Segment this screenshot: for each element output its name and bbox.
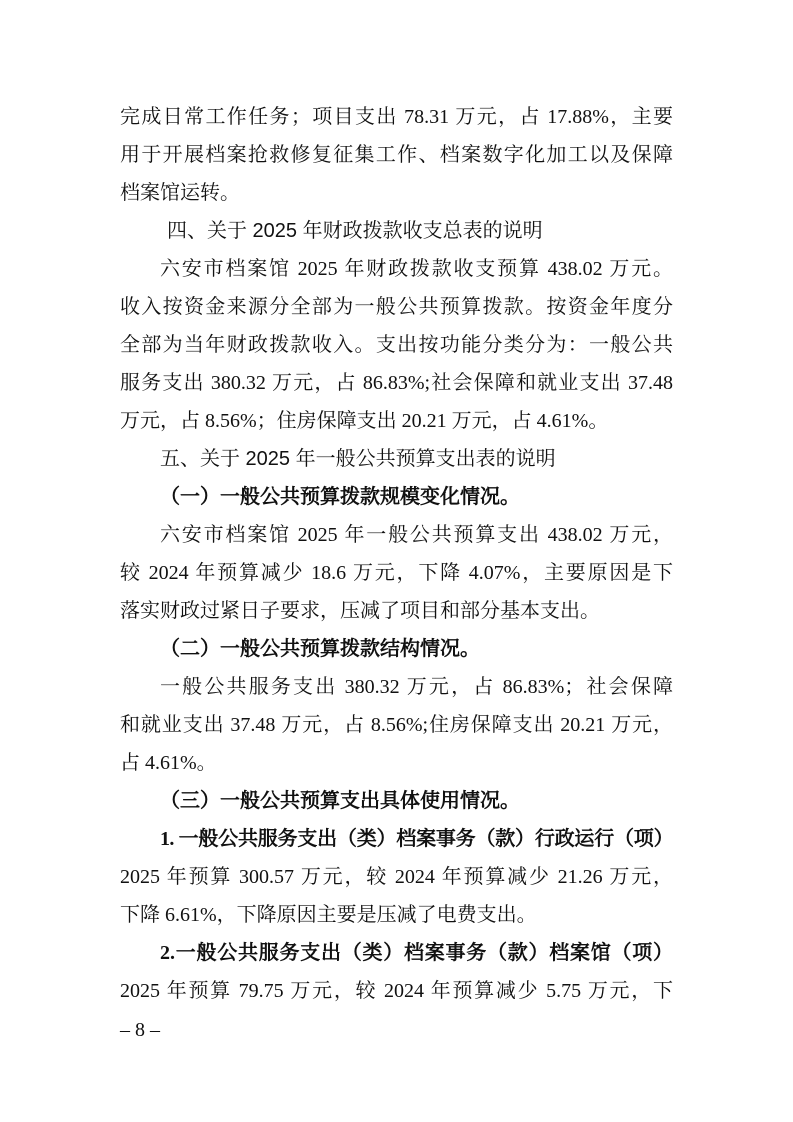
text-line: 六安市档案馆 2025 年一般公共预算支出 438.02 万元， bbox=[160, 524, 673, 546]
text-line: 占 4.61%。 bbox=[120, 752, 217, 774]
text-line: 服务支出 380.32 万元，占 86.83%;社会保障和就业支出 37.48 bbox=[120, 372, 673, 394]
text-line: 完成日常工作任务；项目支出 78.31 万元，占 17.88%，主要 bbox=[120, 106, 673, 128]
text-line: 一般公共服务支出 380.32 万元，占 86.83%；社会保障 bbox=[160, 676, 673, 698]
text-line: 全部为当年财政拨款收入。支出按功能分类分为：一般公共 bbox=[120, 334, 673, 356]
text-line: 收入按资金来源分全部为一般公共预算拨款。按资金年度分 bbox=[120, 296, 673, 318]
page-number: – 8 – bbox=[120, 1019, 160, 1041]
text-line: 较 2024 年预算减少 18.6 万元，下降 4.07%，主要原因是下 bbox=[120, 562, 673, 584]
text-line: 用于开展档案抢救修复征集工作、档案数字化加工以及保障 bbox=[120, 144, 673, 166]
item-heading: 2.一般公共服务支出（类）档案事务（款）档案馆（项） bbox=[160, 942, 673, 964]
text-line: 落实财政过紧日子要求，压减了项目和部分基本支出。 bbox=[120, 600, 600, 622]
text-line: 和就业支出 37.48 万元，占 8.56%;住房保障支出 20.21 万元， bbox=[120, 714, 673, 736]
text-line: 万元，占 8.56%；住房保障支出 20.21 万元，占 4.61%。 bbox=[120, 410, 609, 432]
text-line: 2025 年预算 300.57 万元，较 2024 年预算减少 21.26 万元， bbox=[120, 866, 673, 888]
text-line: 2025 年预算 79.75 万元，较 2024 年预算减少 5.75 万元，下 bbox=[120, 980, 673, 1002]
section-heading: 四、关于 2025 年财政拨款收支总表的说明 bbox=[167, 220, 543, 242]
subsection-heading: （一）一般公共预算拨款规模变化情况。 bbox=[160, 486, 520, 508]
text-line: 六安市档案馆 2025 年财政拨款收支预算 438.02 万元。 bbox=[160, 258, 673, 280]
item-heading: 1. 一般公共服务支出（类）档案事务（款）行政运行（项） bbox=[160, 828, 673, 850]
section-heading: 五、关于 2025 年一般公共预算支出表的说明 bbox=[160, 448, 556, 470]
body-text bbox=[120, 98, 673, 1010]
subsection-heading: （三）一般公共预算支出具体使用情况。 bbox=[160, 790, 520, 812]
subsection-heading: （二）一般公共预算拨款结构情况。 bbox=[160, 638, 480, 660]
text-line: 档案馆运转。 bbox=[120, 182, 240, 204]
text-line: 下降 6.61%，下降原因主要是压减了电费支出。 bbox=[120, 904, 537, 926]
